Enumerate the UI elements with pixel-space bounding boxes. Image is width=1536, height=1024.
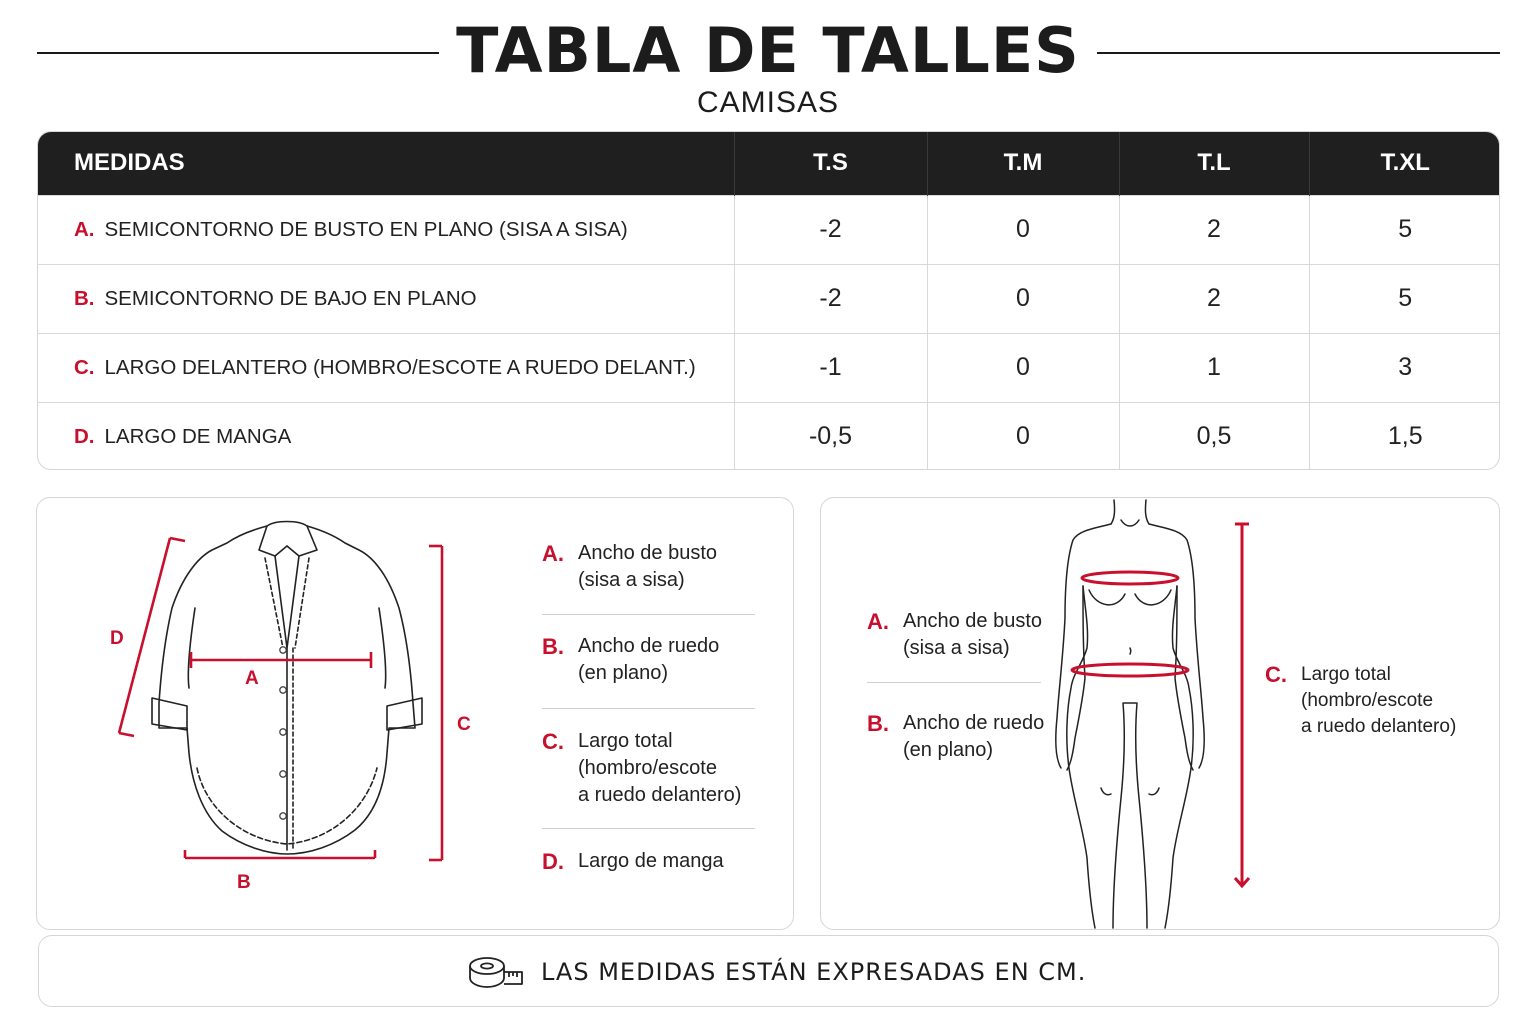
label-b: B <box>237 872 251 893</box>
table-cell: 3 <box>1309 333 1500 402</box>
table-cell: 0 <box>927 195 1119 264</box>
column-header-ts: T.S <box>734 132 927 195</box>
body-legend-c <box>1265 662 1456 740</box>
table-cell: 5 <box>1309 264 1500 333</box>
legend-text: Ancho de busto (sisa a sisa) <box>578 542 717 591</box>
table-row <box>38 333 1500 402</box>
legend-divider <box>542 708 755 709</box>
table-row <box>38 264 1500 333</box>
row-label-cell <box>38 333 734 402</box>
legend-letter: D. <box>542 849 564 874</box>
table-cell: 1 <box>1119 333 1309 402</box>
legend-text: Largo de manga <box>578 850 724 872</box>
row-label: LARGO DELANTERO (HOMBRO/ESCOTE A RUEDO DELANT.) <box>104 355 696 379</box>
row-label: LARGO DE MANGA <box>104 424 292 448</box>
legend-text: Largo total (hombro/escote a ruedo delantero) <box>578 730 742 806</box>
column-header-tl: T.L <box>1119 132 1309 195</box>
legend-letter: B. <box>542 634 564 659</box>
table-header-row <box>38 132 1500 195</box>
row-letter: D. <box>74 424 95 448</box>
body-legend-b <box>867 710 1044 764</box>
column-header-txl: T.XL <box>1309 132 1500 195</box>
table-cell: -2 <box>734 195 927 264</box>
shirt-illustration <box>37 498 537 928</box>
size-table <box>37 131 1500 470</box>
legend-text: Ancho de busto (sisa a sisa) <box>903 610 1042 659</box>
page-subtitle: CAMISAS <box>696 86 840 119</box>
table-cell: 0 <box>927 264 1119 333</box>
row-letter: C. <box>74 355 95 379</box>
legend-letter: A. <box>542 541 564 566</box>
shirt-legend-d <box>542 848 724 875</box>
footer-text: LAS MEDIDAS ESTÁN EXPRESADAS EN CM. <box>541 958 1087 986</box>
label-a: A <box>245 668 259 689</box>
legend-letter: C. <box>542 729 564 754</box>
table-cell: 0 <box>927 333 1119 402</box>
row-letter: B. <box>74 286 95 310</box>
body-legend-a <box>867 608 1042 662</box>
legend-text: Ancho de ruedo (en plano) <box>903 712 1045 761</box>
legend-divider <box>867 682 1041 683</box>
label-d: D <box>110 628 124 649</box>
table-cell: 0,5 <box>1119 402 1309 470</box>
table-row <box>38 402 1500 470</box>
table-cell: -2 <box>734 264 927 333</box>
legend-divider <box>542 828 755 829</box>
column-header-medidas: MEDIDAS <box>74 149 185 177</box>
table-cell: -1 <box>734 333 927 402</box>
column-header-tm: T.M <box>927 132 1119 195</box>
measuring-tape-icon <box>467 953 525 991</box>
table-cell: 1,5 <box>1309 402 1500 470</box>
row-label-cell <box>38 195 734 264</box>
legend-letter: C. <box>1265 662 1287 687</box>
table-cell: 2 <box>1119 264 1309 333</box>
table-cell: 2 <box>1119 195 1309 264</box>
table-cell: 0 <box>927 402 1119 470</box>
page-header <box>0 0 1536 130</box>
legend-letter: A. <box>867 609 889 634</box>
row-letter: A. <box>74 217 95 241</box>
table-cell: 5 <box>1309 195 1500 264</box>
legend-text: Largo total (hombro/escote a ruedo delantero) <box>1301 664 1457 737</box>
legend-divider <box>542 614 755 615</box>
label-c: C <box>457 714 471 735</box>
row-label-cell <box>38 402 734 470</box>
shirt-legend-c <box>542 728 741 809</box>
shirt-legend-b <box>542 633 719 687</box>
footer-note <box>38 935 1499 1007</box>
table-cell: -0,5 <box>734 402 927 470</box>
row-label-cell <box>38 264 734 333</box>
legend-letter: B. <box>867 711 889 736</box>
page-title: TABLA DE TALLES <box>456 14 1080 87</box>
row-label: SEMICONTORNO DE BAJO EN PLANO <box>104 286 477 310</box>
legend-text: Ancho de ruedo (en plano) <box>578 635 720 684</box>
shirt-diagram-panel <box>36 497 794 930</box>
body-diagram-panel <box>820 497 1500 930</box>
shirt-legend-a <box>542 540 717 594</box>
table-row <box>38 195 1500 264</box>
row-label: SEMICONTORNO DE BUSTO EN PLANO (SISA A SISA) <box>104 217 628 241</box>
